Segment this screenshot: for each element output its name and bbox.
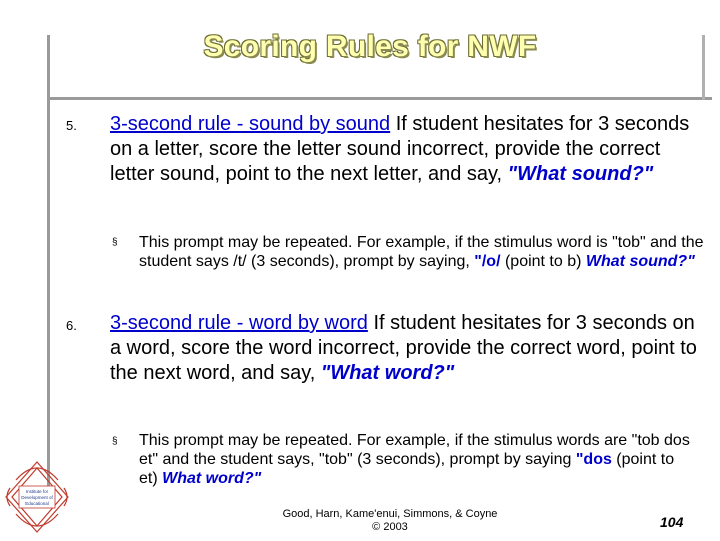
item-number: 6. [66,318,77,333]
list-item [110,311,710,386]
sub-bold-italic: What sound?" [585,253,695,270]
sub-list-item [139,431,694,488]
frame-vertical-line [47,35,50,500]
list-item [110,112,710,187]
sub-bold: "dos [575,451,612,468]
sub-bold: "/o/ [474,253,501,270]
footer-line-authors: Good, Harn, Kame'enui, Simmons, & Coyne [282,508,498,520]
sub-text: This prompt may be repeated. For example, if the stimulus words are "tob dos et" and the student says, "tob" (3 seconds), prompt by saying [139,432,690,468]
slide-title: Scoring Rules for NWF [203,30,537,63]
prompt-quote: "What sound?" [507,163,654,185]
sub-text: This prompt may be repeated. For example, if the stimulus word is "tob" and the student says /t/ (3 seconds), prompt by saying, [139,234,704,270]
rule-link[interactable]: 3-second rule - word by word [110,312,368,334]
page-number: 104 [660,514,684,530]
footer-line-year: © 2003 [372,521,408,533]
frame-right-line [702,35,705,100]
sub-list-item [139,233,709,271]
sub-bold-italic: What word?" [162,470,262,487]
svg-text:Educational: Educational [25,501,49,506]
rule-link[interactable]: 3-second rule - sound by sound [110,113,391,135]
sub-mid: (point to et) [139,451,675,487]
footer-citation [230,508,550,534]
bullet-icon: § [112,237,118,248]
svg-text:Development of: Development of [21,495,53,500]
bullet-icon: § [112,436,118,447]
svg-text:Institute for: Institute for [25,489,49,494]
frame-horizontal-line [47,97,712,100]
item-number: 5. [66,118,77,133]
institute-logo [2,458,72,536]
rule-text: If student hesitates for 3 seconds on a letter, score the letter sound incorrect, provide the correct letter sound, point to the next letter, and say, [110,113,690,185]
rule-text: If student hesitates for 3 seconds on a word, score the word incorrect, provide the correct word, point to the next word, and say, [110,312,697,384]
prompt-quote: "What word?" [320,362,455,384]
sub-mid: (point to b) [500,253,586,270]
